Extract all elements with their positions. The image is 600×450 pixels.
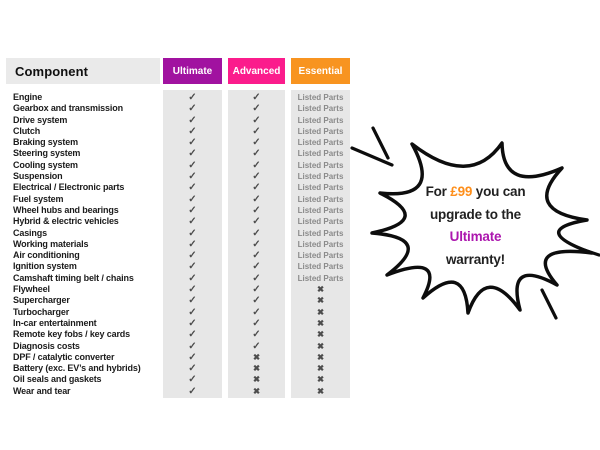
cell-advanced-check: ✓ [252,171,261,183]
cell-ultimate-check: ✓ [188,385,197,397]
cell-advanced-check: ✓ [252,193,261,205]
component-row-label: Clutch [13,125,41,136]
column-header-advanced: Advanced [228,58,285,84]
essential-cells [291,92,350,397]
component-row-label: Drive system [13,114,68,125]
cell-essential-listed: Listed Parts [297,160,344,170]
cell-essential-listed: Listed Parts [297,172,344,182]
cell-essential-listed: Listed Parts [297,273,344,283]
component-row-label: Hybrid & electric vehicles [13,216,119,227]
cell-essential-listed: Listed Parts [297,126,344,136]
callout-line-1: For £99 you can [425,184,526,199]
price-highlight: £99 [450,184,473,199]
cell-ultimate-check: ✓ [188,204,197,216]
ultimate-highlight: Ultimate [449,229,502,244]
component-row-label: Supercharger [13,295,70,306]
cell-essential-cross: ✖ [316,317,325,328]
cell-advanced-cross: ✖ [252,351,261,362]
cell-ultimate-check: ✓ [188,351,197,363]
component-row-label: Flywheel [13,284,50,295]
cell-advanced-check: ✓ [252,227,261,239]
cell-essential-cross: ✖ [316,295,325,306]
cell-ultimate-check: ✓ [188,363,197,375]
cell-ultimate-check: ✓ [188,103,197,115]
cell-essential-listed: Listed Parts [297,149,344,159]
cell-essential-cross: ✖ [316,363,325,374]
cell-ultimate-check: ✓ [188,329,197,341]
component-row-label: Turbocharger [13,306,70,317]
cell-ultimate-check: ✓ [188,261,197,273]
cell-essential-listed: Listed Parts [297,217,344,227]
speed-line-top-left-1 [373,128,388,158]
component-row-label: Engine [13,92,43,102]
component-row-label: Cooling system [13,159,78,170]
column-header-essential: Essential [291,58,350,84]
cell-essential-listed: Listed Parts [297,194,344,204]
cell-essential-cross: ✖ [316,284,325,295]
cell-essential-cross: ✖ [316,329,325,340]
component-row-label: Working materials [13,238,89,249]
cell-ultimate-check: ✓ [188,295,197,307]
cell-essential-listed: Listed Parts [297,183,344,193]
cell-ultimate-check: ✓ [188,272,197,284]
cell-essential-cross: ✖ [316,385,325,396]
component-row-label: DPF / catalytic converter [13,351,115,362]
cell-ultimate-check: ✓ [188,284,197,296]
component-row-label: Suspension [13,171,63,182]
cell-ultimate-check: ✓ [188,193,197,205]
component-row-label: Steering system [13,148,81,159]
cell-ultimate-check: ✓ [188,238,197,250]
component-row-label: Ignition system [13,261,77,272]
cell-essential-listed: Listed Parts [297,93,344,102]
cell-ultimate-check: ✓ [188,137,197,149]
component-row-label: Wear and tear [13,385,71,396]
component-row-label: Remote key fobs / key cards [13,329,131,340]
cell-ultimate-check: ✓ [188,171,197,183]
cell-essential-listed: Listed Parts [297,251,344,261]
cell-advanced-check: ✓ [252,238,261,250]
component-row-label: Wheel hubs and bearings [13,204,119,215]
component-row-label: Casings [13,227,47,238]
cell-essential-listed: Listed Parts [297,115,344,125]
cell-ultimate-check: ✓ [188,125,197,137]
cell-essential-cross: ✖ [316,351,325,362]
cell-advanced-check: ✓ [252,295,261,307]
cell-advanced-check: ✓ [252,340,261,352]
speed-line-bottom-right [542,290,556,318]
cell-ultimate-check: ✓ [188,216,197,228]
cell-advanced-check: ✓ [252,272,261,284]
component-list [13,92,165,397]
cell-advanced-check: ✓ [252,216,261,228]
cell-essential-listed: Listed Parts [297,104,344,114]
component-row-label: Battery (exc. EV’s and hybrids) [13,363,141,374]
cell-ultimate-check: ✓ [188,227,197,239]
cell-advanced-check: ✓ [252,182,261,194]
component-row-label: Electrical / Electronic parts [13,182,125,193]
component-row-label: Air conditioning [13,250,80,261]
component-row-label: In-car entertainment [13,317,97,328]
component-row-label: Camshaft timing belt / chains [13,272,134,283]
callout-line-4: warranty! [446,251,505,267]
cell-essential-listed: Listed Parts [297,138,344,148]
component-row-label: Diagnosis costs [13,340,80,351]
cell-advanced-cross: ✖ [252,363,261,374]
cell-ultimate-check: ✓ [188,250,197,262]
cell-essential-listed: Listed Parts [297,205,344,215]
cell-ultimate-check: ✓ [188,374,197,386]
cell-advanced-check: ✓ [252,103,261,115]
cell-ultimate-check: ✓ [188,92,197,103]
component-row-label: Braking system [13,137,78,148]
cell-advanced-check: ✓ [252,261,261,273]
cell-ultimate-check: ✓ [188,114,197,126]
advanced-cells [228,92,285,397]
cell-advanced-cross: ✖ [252,385,261,396]
cell-ultimate-check: ✓ [188,317,197,329]
cell-ultimate-check: ✓ [188,340,197,352]
cell-advanced-check: ✓ [252,137,261,149]
component-row-label: Fuel system [13,193,64,204]
cell-advanced-check: ✓ [252,317,261,329]
component-row-label: Gearbox and transmission [13,103,123,114]
cell-ultimate-check: ✓ [188,182,197,194]
cell-essential-cross: ✖ [316,374,325,385]
cell-advanced-check: ✓ [252,250,261,262]
cell-advanced-check: ✓ [252,114,261,126]
cell-essential-listed: Listed Parts [297,262,344,272]
callout-text [398,181,553,271]
component-header [6,58,160,84]
cell-essential-cross: ✖ [316,306,325,317]
cell-essential-listed: Listed Parts [297,228,344,238]
cell-ultimate-check: ✓ [188,306,197,318]
component-row-label: Oil seals and gaskets [13,374,102,385]
cell-advanced-check: ✓ [252,92,261,103]
column-header-ultimate: Ultimate [163,58,222,84]
callout-line-2: upgrade to the [430,206,521,222]
cell-advanced-check: ✓ [252,306,261,318]
cell-advanced-cross: ✖ [252,374,261,385]
cell-advanced-check: ✓ [252,204,261,216]
cell-essential-cross: ✖ [316,340,325,351]
component-header-label: Component [15,63,89,79]
cell-advanced-check: ✓ [252,284,261,296]
cell-essential-listed: Listed Parts [297,239,344,249]
ultimate-cells [163,92,222,397]
cell-ultimate-check: ✓ [188,159,197,171]
cell-advanced-check: ✓ [252,148,261,160]
cell-advanced-check: ✓ [252,159,261,171]
cell-advanced-check: ✓ [252,125,261,137]
cell-advanced-check: ✓ [252,329,261,341]
cell-ultimate-check: ✓ [188,148,197,160]
